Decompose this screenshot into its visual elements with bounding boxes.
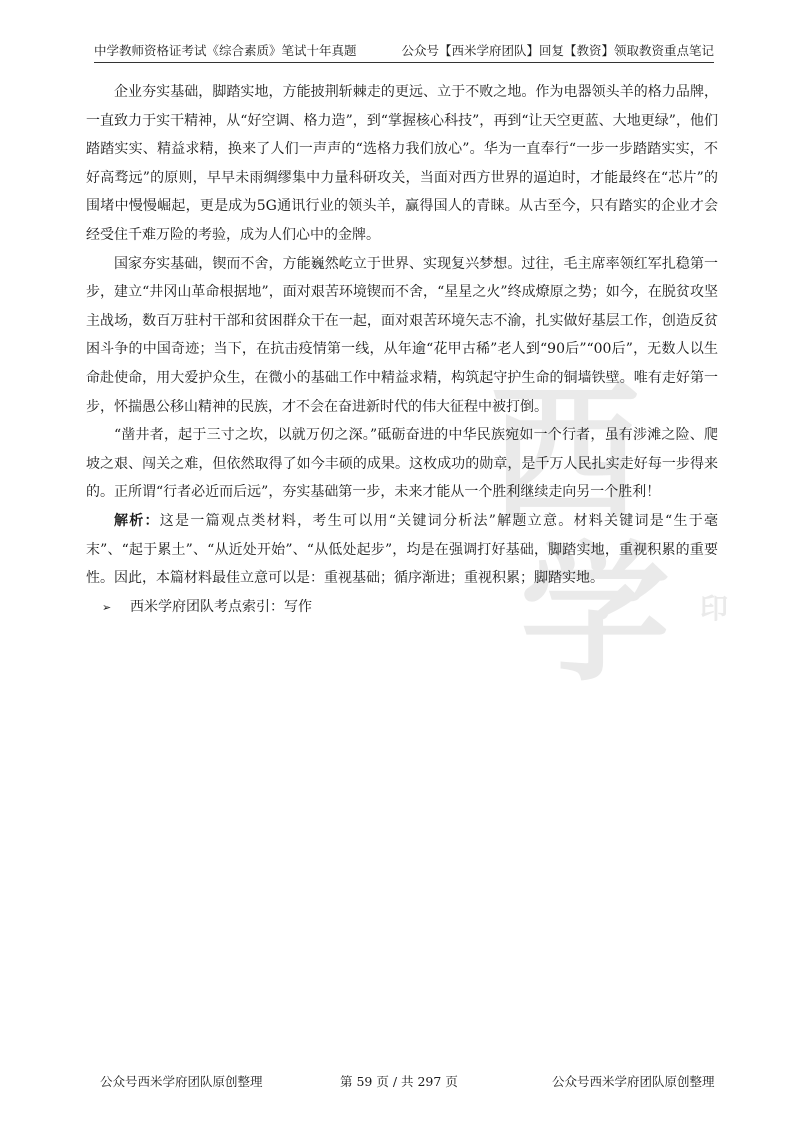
page-header [94, 40, 714, 63]
watermark-char-top: 西 [490, 368, 641, 542]
analysis-text: 这是一篇观点类材料，考生可以用“关键词分析法”解题立意。材料关键词是“生于毫末”、“起于累土”、“从近处开始”、“从低处起步”，均是在强调打好基础，脚踏实地，重视积累的重要性。因此，本篇材料最佳立意可以是：重视基础；循序渐进；重视积累；脚踏实地。 [86, 512, 718, 587]
footer-right: 公众号西米学府团队原创整理 [552, 1074, 715, 1089]
paragraph-conclusion: “凿井者，起于三寸之坎，以就万仞之深。”砥砺奋进的中华民族宛如一个行者，虽有涉滩之险、爬坡之艰、闯关之难，但依然取得了如今丰硕的成果。这枚成功的勋章，是千万人民扎实走好每一步得来的。正所谓“行者必近而后远”，夯实基础第一步，未来才能从一个胜利继续走向另一个胜利！ [86, 427, 718, 501]
header-title: 中学教师资格证考试《综合素质》笔试十年真题 [94, 43, 357, 58]
analysis-paragraph [86, 507, 718, 593]
arrow-bullet-icon: ➢ [102, 600, 112, 614]
watermark-stamp: 印 [700, 592, 729, 625]
page-footer [0, 1072, 800, 1092]
document-body [86, 78, 718, 622]
footer-left: 公众号西米学府团队原创整理 [100, 1074, 263, 1089]
paragraph-enterprise: 企业夯实基础，脚踏实地，方能披荆斩棘走的更远、立于不败之地。作为电器领头羊的格力品牌，一直致力于实干精神，从“好空调、格力造”，到“掌握核心科技”，再到“让天空更蓝、大地更绿”，他们踏踏实实、精益求精，换来了人们一声声的“选格力我们放心”。华为一直奉行“一步一步踏踏实实，不好高骛远”的原则，早早未雨绸缪集中力量科研攻关，当面对西方世界的逼迫时，才能最终在“芯片”的围堵中慢慢崛起，更是成为5G通讯行业的领头羊，赢得国人的青睐。从古至今，只有踏实的企业才会经受住千难万险的考验，成为人们心中的金牌。 [86, 84, 718, 243]
page-number: 第 59 页 / 共 297 页 [340, 1074, 458, 1089]
analysis-label: 解析： [114, 512, 160, 529]
paragraph-nation: 国家夯实基础，锲而不舍，方能巍然屹立于世界、实现复兴梦想。过往，毛主席率领红军扎稳第一步，建立“井冈山革命根据地”，面对艰苦环境锲而不舍，“星星之火”终成燎原之势；如今，在脱贫攻坚主战场，数百万驻村干部和贫困群众干在一起，面对艰苦环境矢志不渝，扎实做好基层工作，创造反贫困斗争的中国奇迹；当下，在抗击疫情第一线，从年逾“花甲古稀”老人到“90后”“00后”，无数人以生命赴使命，用大爱护众生，在微小的基础工作中精益求精，构筑起守护生命的铜墙铁壁。唯有走好第一步，怀揣愚公移山精神的民族，才不会在奋进新时代的伟大征程中被打倒。 [86, 255, 718, 415]
watermark-char-bottom: 学 [520, 528, 671, 702]
header-promo: 公众号【西米学府团队】回复【教资】领取教资重点笔记 [401, 43, 714, 58]
exam-index-text: 西米学府团队考点索引：写作 [130, 598, 312, 615]
exam-index-line [86, 593, 718, 623]
